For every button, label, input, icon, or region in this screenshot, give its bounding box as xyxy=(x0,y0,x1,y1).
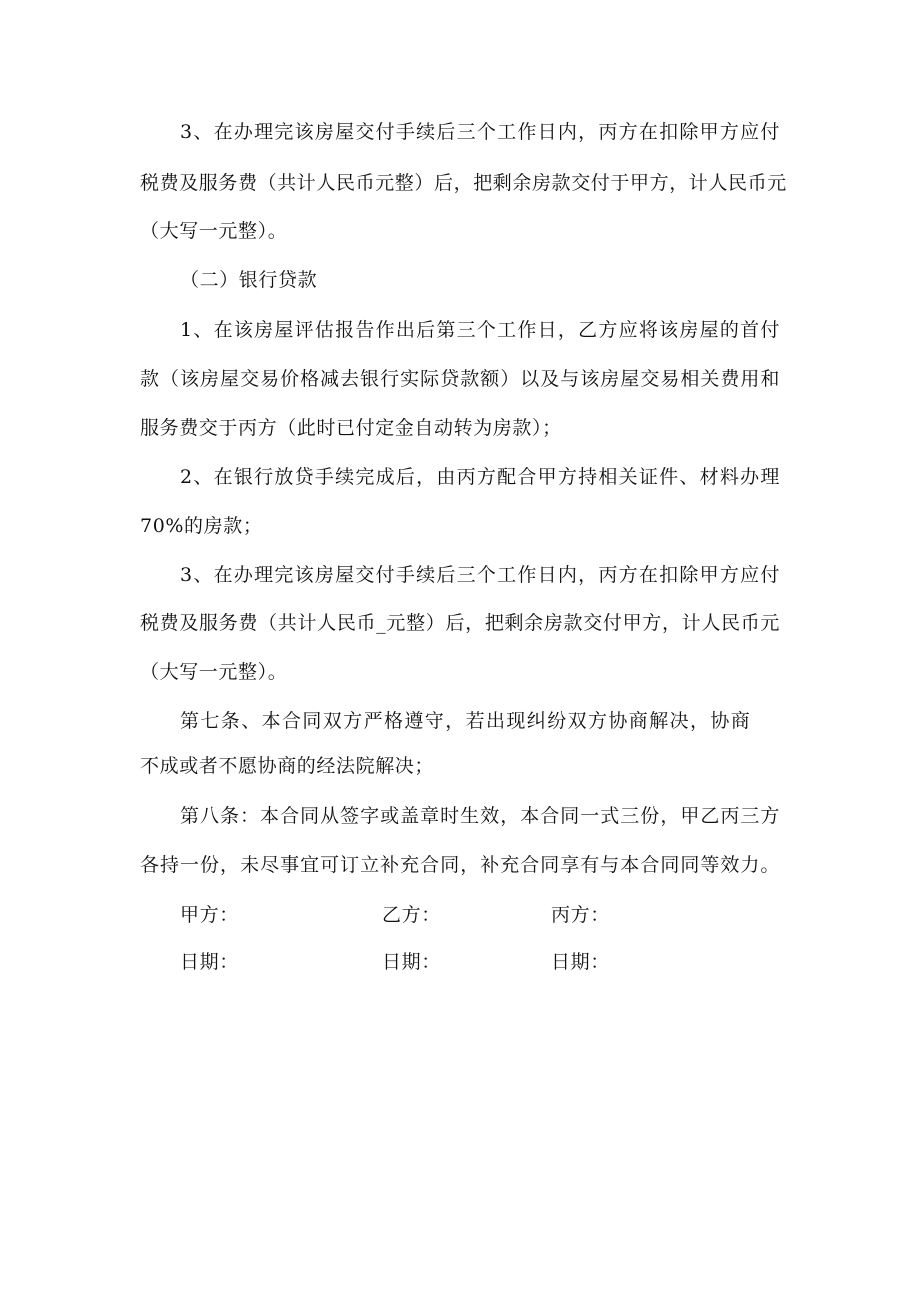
signature-party-c: 丙方： xyxy=(551,904,610,926)
signature-party-a: 甲方： xyxy=(180,904,239,926)
signature-party-b: 乙方： xyxy=(382,904,441,926)
paragraph-line: （大写一元整）。 xyxy=(140,661,288,683)
paragraph-line: 2、在银行放贷手续完成后，由丙方配合甲方持相关证件、材料办理 xyxy=(180,466,780,488)
date-party-c: 日期： xyxy=(551,951,610,973)
date-party-a: 日期： xyxy=(180,951,239,973)
date-party-b: 日期： xyxy=(382,951,441,973)
paragraph-line: 各持一份，未尽事宜可订立补充合同，补充合同享有与本合同同等效力。 xyxy=(140,854,780,876)
paragraph-line: 第七条、本合同双方严格遵守，若出现纠纷双方协商解决，协商 xyxy=(180,710,752,732)
paragraph-line: 税费及服务费（共计人民币_元整）后，把剩余房款交付甲方，计人民币元 xyxy=(140,612,780,634)
paragraph-line: 不成或者不愿协商的经法院解决； xyxy=(140,755,435,777)
paragraph-line: 70%的房款； xyxy=(140,515,263,537)
paragraph-line: 服务费交于丙方（此时已付定金自动转为房款）； xyxy=(140,417,562,439)
paragraph-line: 1、在该房屋评估报告作出后第三个工作日，乙方应将该房屋的首付 xyxy=(180,319,780,341)
paragraph-line: 第八条：本合同从签字或盖章时生效，本合同一式三份，甲乙丙三方 xyxy=(180,805,780,827)
paragraph-line: 3、在办理完该房屋交付手续后三个工作日内，丙方在扣除甲方应付 xyxy=(180,121,780,143)
section-heading: （二）银行贷款 xyxy=(180,269,318,291)
paragraph-line: 款（该房屋交易价格减去银行实际贷款额）以及与该房屋交易相关费用和 xyxy=(140,368,780,390)
paragraph-line: （大写一元整）。 xyxy=(140,220,288,242)
paragraph-line: 税费及服务费（共计人民币元整）后，把剩余房款交付于甲方，计人民币元 xyxy=(140,172,787,194)
paragraph-line: 3、在办理完该房屋交付手续后三个工作日内，丙方在扣除甲方应付 xyxy=(180,564,780,586)
